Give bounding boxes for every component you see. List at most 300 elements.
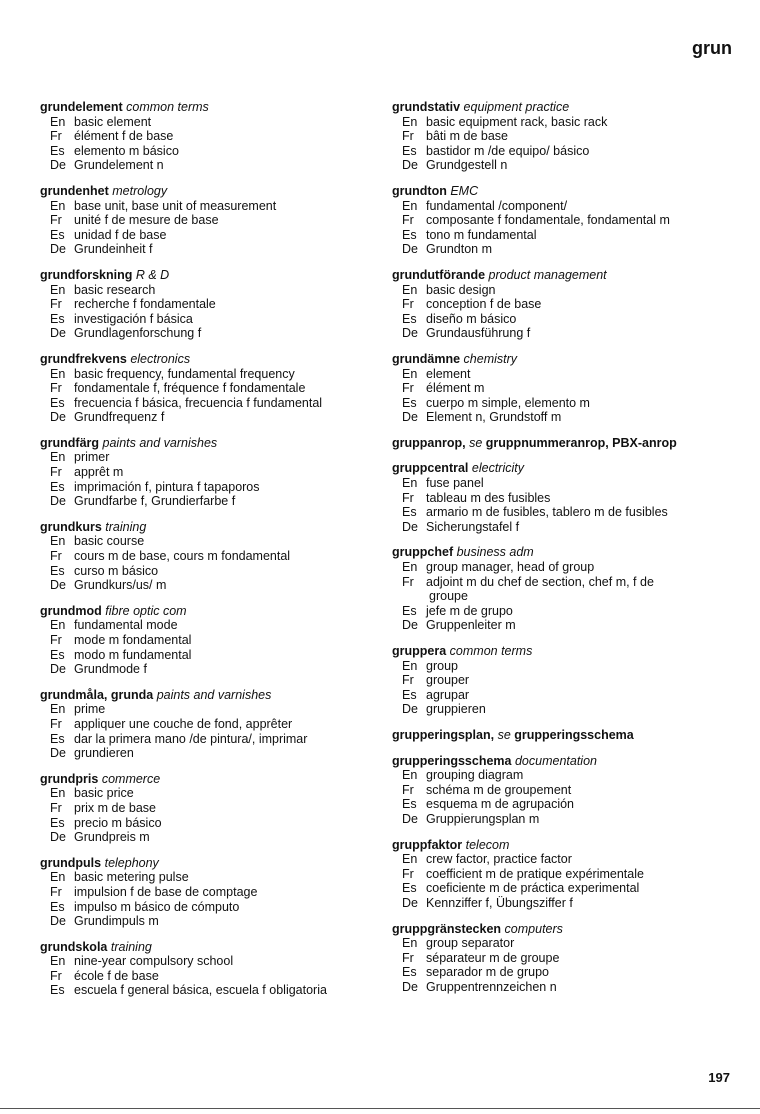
translation-line	[392, 228, 742, 243]
language-code: Fr	[50, 968, 62, 983]
dictionary-entry	[40, 268, 390, 341]
language-code: Fr	[50, 549, 62, 564]
translation-line	[40, 662, 390, 677]
language-code: Es	[50, 731, 65, 746]
translation-line	[40, 534, 390, 549]
subject-domain: commerce	[101, 771, 161, 786]
language-code: Es	[402, 227, 417, 242]
translation-line	[392, 476, 742, 491]
translation-line	[392, 688, 742, 703]
translation-text: dar la primera mano /de pintura/, imprimar	[74, 731, 308, 746]
translation-line	[392, 575, 742, 604]
headword: grupperingsschema	[392, 753, 512, 768]
translation-line	[392, 980, 742, 995]
translation-text: precio m básico	[74, 815, 162, 830]
translation-text: separador m de grupo	[426, 965, 549, 980]
entry-head	[40, 100, 390, 115]
language-code: Fr	[402, 213, 414, 228]
language-code: Es	[402, 603, 417, 618]
translation-line	[40, 465, 390, 480]
headword: grundenhet	[40, 183, 109, 198]
translation-line	[392, 381, 742, 396]
entry-head	[392, 268, 742, 283]
translation-text: impulsion f de base de comptage	[74, 884, 258, 899]
language-code: Fr	[402, 490, 414, 505]
translation-line	[392, 797, 742, 812]
language-code: Es	[402, 143, 417, 158]
translation-text: cours m de base, cours m fondamental	[74, 549, 291, 564]
translation-text: Grundton m	[426, 242, 493, 257]
translation-text: Grundmode f	[74, 662, 147, 677]
translation-text: Grundelement n	[74, 158, 164, 173]
headword: grundämne	[392, 351, 461, 366]
language-code: Fr	[50, 129, 62, 144]
translation-line	[392, 673, 742, 688]
headword: grupperingsplan,	[392, 727, 495, 742]
translation-text: basic research	[74, 282, 156, 297]
language-code: Fr	[402, 574, 414, 589]
translation-line	[392, 297, 742, 312]
subject-domain: training	[105, 519, 147, 534]
translation-line	[392, 199, 742, 214]
language-code: De	[50, 830, 66, 845]
entry-head	[392, 545, 742, 560]
headword: grundutförande	[392, 267, 486, 282]
subject-domain: telephony	[104, 855, 159, 870]
headword: grundfrekvens	[40, 351, 127, 366]
subject-domain: common terms	[126, 100, 209, 114]
translation-text: tableau m des fusibles	[426, 490, 551, 505]
language-code: De	[402, 618, 418, 633]
language-code: Es	[50, 227, 65, 242]
language-code: Es	[50, 815, 65, 830]
language-code: En	[50, 366, 66, 381]
translation-text: Grundpreis m	[74, 830, 150, 845]
dictionary-entry	[392, 545, 742, 633]
subject-domain: training	[110, 939, 152, 954]
translation-line	[392, 283, 742, 298]
language-code: De	[402, 410, 418, 425]
translation-text: basic frequency, fundamental frequency	[74, 366, 295, 381]
language-code: En	[50, 198, 66, 213]
translation-text: Grundausführung f	[426, 326, 531, 341]
translation-text: bâti m de base	[426, 129, 508, 144]
translation-text: élément f de base	[74, 129, 174, 144]
subject-domain: paints and varnishes	[156, 687, 272, 702]
translation-text: modo m fundamental	[74, 647, 192, 662]
entry-head	[40, 268, 390, 283]
language-code: Es	[50, 311, 65, 326]
translation-text: elemento m básico	[74, 143, 179, 158]
translation-text: diseño m básico	[426, 311, 517, 326]
translation-text: fundamental /component/	[426, 198, 568, 213]
language-code: Fr	[50, 297, 62, 312]
headword: grundelement	[40, 100, 123, 114]
dictionary-entry	[392, 100, 742, 173]
translation-text: base unit, base unit of measurement	[74, 198, 277, 213]
dictionary-entry	[392, 268, 742, 341]
language-code: Fr	[402, 297, 414, 312]
language-code: Fr	[50, 800, 62, 815]
translation-text: Gruppentrennzeichen n	[426, 979, 557, 994]
translation-text: unidad f de base	[74, 227, 167, 242]
translation-line	[392, 951, 742, 966]
translation-text: basic element	[74, 114, 152, 129]
cross-reference-target: grupperingsschema	[514, 727, 634, 742]
translation-text: séparateur m de groupe	[426, 950, 560, 965]
subject-domain: fibre optic com	[105, 603, 187, 618]
language-code: En	[402, 936, 418, 951]
translation-text: basic metering pulse	[74, 870, 189, 885]
language-code: Fr	[402, 673, 414, 688]
cross-reference	[392, 728, 742, 743]
subject-domain: product management	[488, 267, 607, 282]
translation-line	[392, 505, 742, 520]
language-code: Es	[402, 687, 417, 702]
translation-line	[40, 494, 390, 509]
translation-line	[40, 702, 390, 717]
translation-text: tono m fundamental	[426, 227, 537, 242]
translation-line	[40, 900, 390, 915]
language-code: En	[402, 114, 418, 129]
translation-text: armario m de fusibles, tablero m de fusibles	[426, 505, 668, 520]
language-code: Fr	[402, 950, 414, 965]
subject-domain: electronics	[130, 351, 191, 366]
dictionary-entry	[392, 352, 742, 425]
headword: grundpuls	[40, 855, 102, 870]
translation-line	[392, 896, 742, 911]
language-code: En	[402, 476, 418, 491]
language-code: En	[402, 366, 418, 381]
translation-line	[40, 326, 390, 341]
translation-text: impulso m básico de cómputo	[74, 899, 240, 914]
language-code: Es	[402, 797, 417, 812]
translation-line	[392, 852, 742, 867]
entry-head	[392, 838, 742, 853]
entry-head	[40, 688, 390, 703]
translation-line	[392, 242, 742, 257]
bottom-rule	[0, 1108, 760, 1109]
translation-text: unité f de mesure de base	[74, 213, 219, 228]
language-code: De	[402, 158, 418, 173]
translation-line	[392, 965, 742, 980]
headword: grundmåla, grunda	[40, 687, 154, 702]
dictionary-entry	[392, 461, 742, 534]
language-code: De	[50, 578, 66, 593]
language-code: En	[50, 786, 66, 801]
translation-text: mode m fondamental	[74, 633, 192, 647]
translation-text: frecuencia f básica, frecuencia f fundamental	[74, 395, 323, 410]
translation-line	[392, 768, 742, 783]
translation-line	[392, 326, 742, 341]
translation-text: group separator	[426, 936, 515, 951]
translation-text: element	[426, 366, 471, 381]
translation-line	[392, 367, 742, 382]
translation-line	[392, 396, 742, 411]
translation-line	[392, 410, 742, 425]
translation-line	[40, 746, 390, 761]
translation-line	[392, 618, 742, 633]
translation-continuation: groupe	[429, 589, 468, 604]
headword: gruppanrop,	[392, 435, 466, 450]
translation-line	[40, 648, 390, 663]
translation-text: grundieren	[74, 746, 134, 761]
dictionary-entry	[392, 436, 742, 451]
subject-domain: equipment practice	[463, 100, 570, 114]
language-code: En	[402, 198, 418, 213]
language-code: Es	[50, 983, 65, 998]
dictionary-entry	[40, 520, 390, 593]
language-code: En	[402, 768, 418, 783]
headword: grundforskning	[40, 267, 133, 282]
headword: grundton	[392, 183, 447, 198]
translation-text: gruppieren	[426, 702, 486, 717]
translation-line	[40, 578, 390, 593]
subject-domain: business adm	[456, 545, 534, 560]
dictionary-entry	[392, 644, 742, 717]
translation-text: Grundkurs/us/ m	[74, 578, 167, 593]
translation-line	[40, 786, 390, 801]
entry-head	[40, 856, 390, 871]
translation-text: Grundfarbe f, Grundierfarbe f	[74, 494, 236, 509]
language-code: De	[50, 494, 66, 509]
translation-text: grouper	[426, 673, 470, 688]
dictionary-entry	[392, 754, 742, 827]
translation-text: imprimación f, pintura f tapaporos	[74, 479, 260, 494]
entry-head	[40, 940, 390, 955]
headword: gruppchef	[392, 545, 454, 560]
translation-line	[40, 801, 390, 816]
cross-reference-target: gruppnummeranrop, PBX-anrop	[485, 435, 677, 450]
translation-text: recherche f fondamentale	[74, 297, 216, 312]
translation-line	[40, 633, 390, 648]
translation-line	[392, 115, 742, 130]
translation-line	[40, 549, 390, 564]
language-code: De	[402, 702, 418, 717]
headword: grundstativ	[392, 100, 461, 114]
language-code: En	[50, 618, 66, 633]
translation-line	[40, 158, 390, 173]
translation-text: investigación f básica	[74, 311, 193, 326]
language-code: Es	[402, 881, 417, 896]
dictionary-entry	[40, 940, 390, 998]
translation-text: agrupar	[426, 687, 470, 702]
translation-text: jefe m de grupo	[426, 603, 513, 618]
translation-text: Grundimpuls m	[74, 914, 159, 929]
translation-text: fuse panel	[426, 476, 484, 491]
headword: grundmod	[40, 603, 102, 618]
translation-line	[40, 830, 390, 845]
language-code: De	[50, 410, 66, 425]
translation-line	[40, 450, 390, 465]
translation-line	[40, 816, 390, 831]
translation-line	[392, 936, 742, 951]
translation-line	[40, 954, 390, 969]
language-code: De	[50, 746, 66, 761]
language-code: De	[50, 242, 66, 257]
language-code: En	[50, 954, 66, 969]
language-code: Fr	[50, 381, 62, 396]
language-code: Es	[402, 311, 417, 326]
language-code: Fr	[402, 782, 414, 797]
language-code: En	[50, 702, 66, 717]
translation-line	[392, 560, 742, 575]
entry-head	[392, 754, 742, 769]
translation-text: basic design	[426, 282, 496, 297]
language-code: Fr	[50, 465, 62, 480]
translation-text: Gruppierungsplan m	[426, 811, 540, 826]
subject-domain: documentation	[514, 753, 597, 768]
translation-line	[40, 480, 390, 495]
translation-text: coefficient m de pratique expérimentale	[426, 866, 644, 881]
language-code: En	[50, 534, 66, 549]
translation-text: escuela f general básica, escuela f obligatoria	[74, 983, 327, 998]
translation-line	[392, 213, 742, 228]
dictionary-entry	[392, 838, 742, 911]
language-code: Fr	[402, 129, 414, 144]
translation-text: bastidor m /de equipo/ básico	[426, 143, 590, 158]
language-code: En	[402, 560, 418, 575]
translation-text: cuerpo m simple, elemento m	[426, 395, 590, 410]
translation-text: group	[426, 658, 458, 673]
entry-head	[392, 352, 742, 367]
subject-domain: EMC	[450, 183, 479, 198]
language-code: Fr	[50, 716, 62, 731]
translation-text: coeficiente m de práctica experimental	[426, 881, 640, 896]
see-marker: se	[469, 435, 483, 450]
language-code: De	[50, 662, 66, 677]
translation-line	[392, 520, 742, 535]
subject-domain: common terms	[449, 644, 533, 658]
translation-text: schéma m de groupement	[426, 782, 572, 797]
translation-text: apprêt m	[74, 465, 124, 480]
subject-domain: electricity	[471, 461, 524, 476]
translation-text: group manager, head of group	[426, 560, 595, 575]
translation-line	[392, 604, 742, 619]
dictionary-entry	[40, 184, 390, 257]
translation-text: Grundgestell n	[426, 158, 508, 173]
subject-domain: R & D	[135, 267, 170, 282]
entry-head	[40, 352, 390, 367]
entry-head	[40, 604, 390, 619]
translation-line	[40, 228, 390, 243]
language-code: Es	[402, 965, 417, 980]
dictionary-entry	[392, 922, 742, 995]
translation-line	[40, 381, 390, 396]
language-code: De	[402, 519, 418, 534]
translation-line	[392, 491, 742, 506]
language-code: En	[50, 282, 66, 297]
headword: grundpris	[40, 771, 99, 786]
entry-head	[40, 772, 390, 787]
translation-text: prime	[74, 702, 106, 717]
translation-text: Grundeinheit f	[74, 242, 153, 257]
translation-line	[40, 283, 390, 298]
language-code: De	[50, 158, 66, 173]
left-column	[40, 100, 390, 1009]
language-code: De	[402, 326, 418, 341]
language-code: Es	[50, 899, 65, 914]
headword: gruppfaktor	[392, 837, 463, 852]
language-code: Fr	[50, 884, 62, 899]
translation-line	[392, 783, 742, 798]
subject-domain: telecom	[465, 837, 510, 852]
language-code: Es	[50, 647, 65, 662]
translation-line	[40, 732, 390, 747]
translation-line	[40, 312, 390, 327]
language-code: En	[50, 450, 66, 465]
translation-line	[40, 144, 390, 159]
translation-text: appliquer une couche de fond, apprêter	[74, 716, 293, 731]
translation-line	[40, 618, 390, 633]
subject-domain: chemistry	[463, 351, 518, 366]
translation-line	[392, 312, 742, 327]
translation-text: adjoint m du chef de section, chef m, f de	[426, 574, 654, 589]
headword: gruppgränstecken	[392, 921, 502, 936]
language-code: De	[402, 979, 418, 994]
language-code: Fr	[402, 866, 414, 881]
translation-line	[40, 885, 390, 900]
language-code: En	[402, 282, 418, 297]
translation-text: fondamentale f, fréquence f fondamentale	[74, 381, 306, 396]
translation-text: fundamental mode	[74, 618, 178, 633]
translation-line	[40, 969, 390, 984]
translation-text: conception f de base	[426, 297, 542, 312]
language-code: De	[402, 242, 418, 257]
translation-line	[40, 410, 390, 425]
language-code: De	[50, 326, 66, 341]
dictionary-entry	[40, 100, 390, 173]
translation-line	[40, 213, 390, 228]
dictionary-entry	[40, 352, 390, 425]
headword: gruppera	[392, 644, 447, 658]
headword: grundskola	[40, 939, 108, 954]
language-code: En	[402, 658, 418, 673]
language-code: De	[402, 895, 418, 910]
page-number: 197	[708, 1070, 730, 1085]
cross-reference	[392, 436, 742, 451]
entry-head	[392, 184, 742, 199]
entry-head	[40, 184, 390, 199]
dictionary-entry	[392, 184, 742, 257]
subject-domain: metrology	[112, 183, 168, 198]
translation-text: basic course	[74, 534, 145, 549]
dictionary-entry	[392, 728, 742, 743]
translation-text: crew factor, practice factor	[426, 852, 572, 867]
translation-line	[392, 144, 742, 159]
translation-text: Grundlagenforschung f	[74, 326, 202, 341]
see-marker: se	[497, 727, 511, 742]
language-code: Es	[50, 143, 65, 158]
translation-text: primer	[74, 450, 110, 465]
language-code: Es	[402, 395, 417, 410]
right-column	[392, 100, 742, 1005]
translation-line	[392, 158, 742, 173]
entry-head	[392, 922, 742, 937]
dictionary-entry	[40, 856, 390, 929]
translation-line	[40, 914, 390, 929]
headword: grundkurs	[40, 519, 102, 534]
translation-text: école f de base	[74, 968, 159, 983]
translation-text: prix m de base	[74, 800, 156, 815]
translation-line	[40, 367, 390, 382]
language-code: Es	[50, 563, 65, 578]
dictionary-entry	[40, 436, 390, 509]
translation-line	[40, 115, 390, 130]
language-code: De	[402, 811, 418, 826]
translation-line	[392, 702, 742, 717]
translation-line	[40, 242, 390, 257]
